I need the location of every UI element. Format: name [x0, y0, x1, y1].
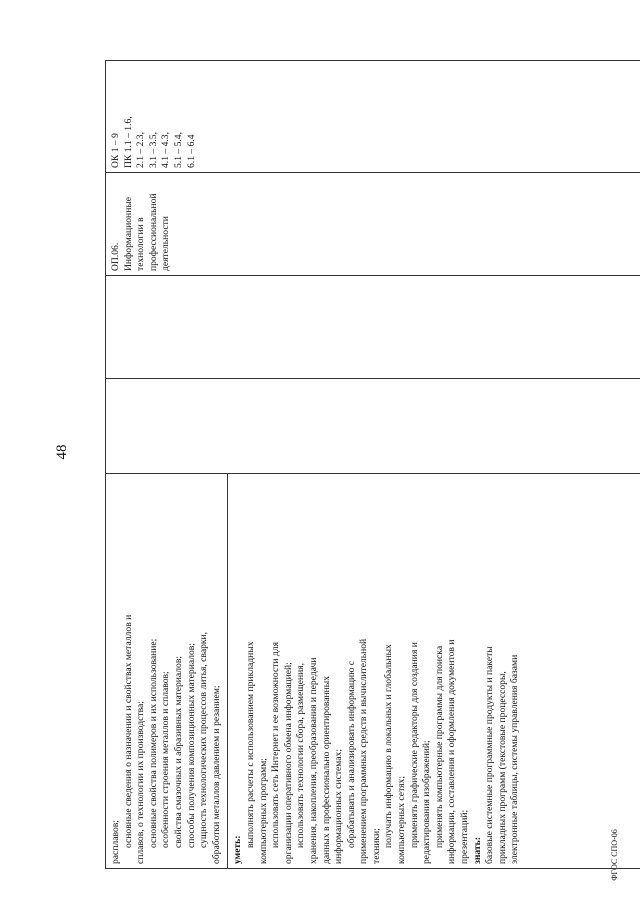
skills-text-line: информационных системах; — [333, 749, 345, 864]
footer-code: ФГОС СПО-06 — [610, 829, 619, 881]
competence-code-line: ОК 1 – 9 — [110, 133, 121, 168]
skills-text-line: компьютерных сетях; — [396, 775, 408, 864]
continuation-text-line: основные сведения о назначении и свойствах металлов и — [122, 614, 134, 848]
continuation-text-line: основные свойства полимеров и их использование; — [147, 638, 159, 848]
continuation-text-line: особенности строения металлов и сплавов; — [160, 671, 172, 848]
discipline-name-line: профессиональной — [147, 193, 159, 271]
discipline-name-line: деятельности — [160, 216, 172, 271]
skills-text-line: информации, составления и оформления документов и — [446, 639, 458, 864]
competence-codes-cell — [106, 61, 640, 173]
discipline-name-line: технологии в — [135, 217, 147, 271]
competence-code-line: ПК 1.1 – 1.6, — [122, 116, 134, 168]
discipline-name-line: ОП.06. — [110, 242, 121, 271]
rotated-table-page — [105, 61, 631, 869]
competence-code-line: 2.1 – 2.3, — [135, 132, 147, 168]
continuation-text-line: сущность технологических процессов литья, сварки, — [198, 631, 210, 848]
table-row — [106, 61, 228, 869]
description-cell-continuation — [106, 474, 228, 869]
skills-text-line: техники; — [370, 828, 382, 864]
skills-text-line: обрабатывать и анализировать информацию с — [345, 660, 357, 848]
competence-code-line: 3.1 – 3.5, — [147, 132, 159, 168]
skills-text-line: получать информацию в локальных и глобальных — [383, 644, 395, 848]
competence-code-line: 5.1 – 5.4, — [172, 132, 184, 168]
skills-text-line: электронные таблицы, системы управления базами — [509, 654, 521, 864]
continuation-text-line: сплавов, о технологии их производства; — [135, 701, 147, 864]
empty-cell — [106, 276, 640, 379]
continuation-text-line: обработки металлов давлением и резанием; — [210, 685, 222, 864]
skills-text-line: компьютерных программ; — [257, 758, 269, 864]
description-cell-skills — [228, 474, 640, 869]
continuation-text-line: расплавов; — [110, 820, 121, 864]
skills-text-line: использовать технологии сбора, размещения, — [295, 662, 307, 848]
skills-text-line: применением программных средств и вычислительной — [358, 638, 370, 864]
competence-code-line: 4.1 – 4.3, — [160, 132, 172, 168]
standards-table — [105, 60, 640, 869]
discipline-name-cell — [106, 173, 640, 276]
skills-text-line: применять компьютерные программы для поиска — [433, 645, 445, 848]
skills-text-line: использовать сеть Интернет и ее возможности для — [270, 641, 282, 848]
skills-text-line: данных в профессионально ориентированных — [320, 675, 332, 864]
skills-text-line: презентаций; — [459, 809, 471, 864]
page-number: 48 — [54, 444, 70, 460]
continuation-text-line: свойства смазочных и абразивных материалов; — [172, 655, 184, 848]
skills-text-line: редактирования изображений; — [421, 740, 433, 864]
skills-text-line: организации оперативного обмена информацией; — [282, 662, 294, 864]
skills-text-line: прикладных программ (текстовые процессоры, — [496, 671, 508, 864]
continuation-text-line: способы получения композиционных материалов; — [185, 643, 197, 848]
discipline-name-line: Информационные — [122, 196, 134, 271]
skills-text-line: уметь: — [232, 835, 244, 864]
skills-text-line: применять графические редакторы для создания и — [408, 642, 420, 848]
continuation-text — [110, 478, 223, 864]
skills-text-line: выполнять расчеты с использованием прикладных — [244, 641, 256, 848]
skills-text-line: знать: — [471, 837, 483, 864]
skills-knowledge-text — [232, 478, 522, 864]
competence-code-line: 6.1 – 6.4 — [185, 134, 197, 168]
skills-text-line: хранения, накопления, преобразования и передачи — [307, 657, 319, 864]
empty-cell — [106, 379, 640, 474]
skills-text-line: базовые системные программные продукты и пакеты — [484, 646, 496, 864]
